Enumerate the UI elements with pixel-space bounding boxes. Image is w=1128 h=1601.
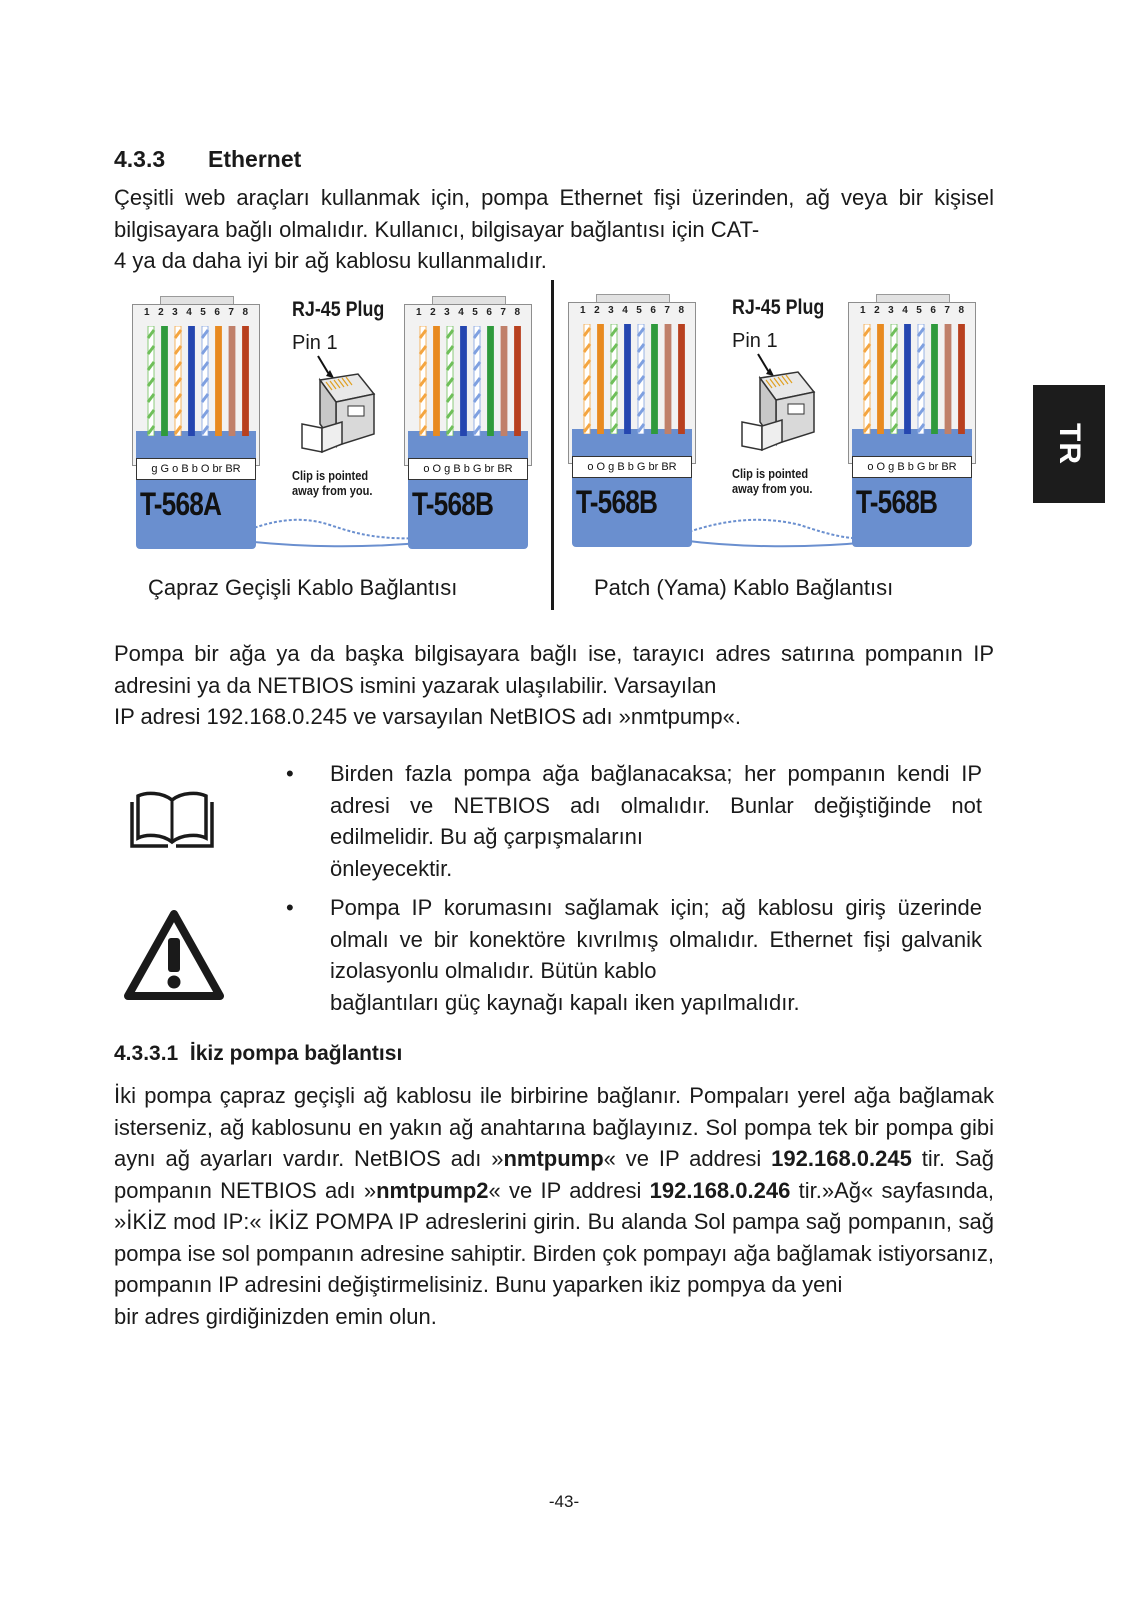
standard-label: T-568A (140, 486, 222, 522)
pin-number: 5 (916, 305, 922, 316)
wire-4 (461, 326, 467, 436)
wire-7 (229, 326, 235, 436)
wire-3 (447, 326, 453, 436)
language-tab-label: TR (1053, 423, 1086, 465)
wire-order-label: o O g B b G br BR (408, 458, 528, 480)
intro-text: Çeşitli web araçları kullanmak için, pompa Ethernet fişi üzerinden, ağ veya bir kişisel bilgisayara bağlı olmalıdır. Kullanıcı, bilgisayar bağlantısı için CAT- (114, 185, 994, 242)
pin-numbers (416, 307, 520, 318)
subsection-title: İkiz pompa bağlantısı (189, 1042, 403, 1065)
rj45-plug-icon (732, 352, 832, 462)
twin-pump-paragraph (114, 1080, 994, 1332)
wire-7 (945, 324, 951, 434)
connector-t568b-patch-left (568, 294, 696, 554)
wire-2 (598, 324, 604, 434)
pin-number: 1 (416, 307, 422, 318)
rj45-plug-illustration-left (292, 298, 392, 508)
wire-2 (878, 324, 884, 434)
clip-note-line1: Clip is pointed (732, 466, 809, 481)
wire-strands (414, 326, 522, 436)
standard-label: T-568B (576, 484, 658, 520)
clip-note-line1: Clip is pointed (292, 468, 369, 483)
connector-t568a-left (132, 296, 260, 556)
plug-title: RJ-45 Plug (732, 296, 825, 319)
pin-number: 1 (580, 305, 586, 316)
manual-book-icon (128, 788, 216, 850)
wire-6 (488, 326, 494, 436)
pin-number: 3 (888, 305, 894, 316)
wire-strands (142, 326, 250, 436)
bullet-text: Pompa IP korumasını sağlamak için; ağ kablosu giriş üzerinde olmalı ve bir konektöre kıvrılmış olmalıdır. Ethernet fişi galvanik izolasyonlu olmalıdır. Bütün kablo (330, 895, 982, 983)
text-run: « ve IP addresi (488, 1177, 650, 1203)
section-heading (114, 146, 301, 173)
pin-number: 3 (608, 305, 614, 316)
pin-number: 8 (514, 307, 520, 318)
text-run: « ve IP addresi (603, 1146, 772, 1171)
bullet-marker: • (286, 761, 294, 786)
wire-5 (918, 324, 924, 434)
bullet-text-last: bağlantıları güç kaynağı kapalı iken yapılmalıdır. (330, 989, 800, 1015)
intro-paragraph (114, 182, 994, 277)
clip-note (732, 466, 812, 496)
access-text-last: IP adresi 192.168.0.245 ve varsayılan NetBIOS adı »nmtpump«. (114, 704, 741, 729)
warning-triangle-icon (122, 908, 226, 1002)
pin-number: 4 (902, 305, 908, 316)
pin-number: 2 (430, 307, 436, 318)
pin-number: 5 (200, 307, 206, 318)
standard-label: T-568B (412, 486, 494, 522)
wire-6 (216, 326, 222, 436)
bullet-text-last: önleyecektir. (330, 855, 453, 881)
pin-number: 8 (678, 305, 684, 316)
pin-number: 6 (214, 307, 220, 318)
ip-address-left: 192.168.0.245 (771, 1146, 912, 1171)
rj45-plug-icon (292, 354, 392, 464)
pin-number: 5 (636, 305, 642, 316)
wire-8 (243, 326, 249, 436)
wire-2 (162, 326, 168, 436)
bullet-item-multiple-pumps (286, 758, 982, 884)
pin-number: 1 (144, 307, 150, 318)
section-title: Ethernet (208, 146, 302, 172)
pin-number: 5 (472, 307, 478, 318)
plug-title: RJ-45 Plug (292, 298, 385, 321)
pin-number: 7 (500, 307, 506, 318)
bullet-marker: • (286, 895, 294, 920)
wire-1 (584, 324, 590, 434)
wire-8 (679, 324, 685, 434)
wire-8 (515, 326, 521, 436)
wire-6 (932, 324, 938, 434)
page-number: -43- (548, 1492, 580, 1511)
wire-5 (474, 326, 480, 436)
pin-number: 8 (242, 307, 248, 318)
wire-3 (175, 326, 181, 436)
wire-1 (864, 324, 870, 434)
diagram-divider (551, 280, 554, 610)
wire-strands (578, 324, 686, 434)
clip-note (292, 468, 372, 498)
clip-note-line2: away from you. (292, 483, 373, 498)
wire-strands (858, 324, 966, 434)
pin-numbers (580, 305, 684, 316)
wire-5 (638, 324, 644, 434)
pin-number: 3 (172, 307, 178, 318)
wire-4 (905, 324, 911, 434)
pin-number: 6 (486, 307, 492, 318)
pin-number: 8 (958, 305, 964, 316)
text-run: tir.»Ağ« sayfasında, »İKİZ mod IP:« İKİZ POMPA IP adreslerini girin. Bu alanda Sol pampa sağ pompanın, sağ pompa ise sol pompanın adresine sahiptir. Birden çok pompayı ağa bağlamak istiyorsanız, pompanın IP adresini değiştirmelisiniz. Bunu yaparken ikiz pompya da yeni (114, 1177, 995, 1297)
pin-number: 6 (650, 305, 656, 316)
ip-address-right: 192.168.0.246 (649, 1177, 791, 1203)
text-run: tir. Sağ pompanın NETBIOS adı » (114, 1146, 994, 1203)
pin-numbers (860, 305, 964, 316)
bullet-text: Birden fazla pompa ağa bağlanacaksa; her pompanın kendi IP adresi ve NETBIOS adı olmalıdır. Bunlar değiştiğinde not edilmelidir. Bu ağ çarpışmalarını (330, 761, 982, 849)
wire-7 (665, 324, 671, 434)
pin-number: 4 (622, 305, 628, 316)
pin-number: 2 (158, 307, 164, 318)
wire-order-label: o O g B b G br BR (852, 456, 972, 478)
wire-2 (434, 326, 440, 436)
wire-order-label: g G o B b O br BR (136, 458, 256, 480)
netbios-name-left: nmtpump (503, 1146, 604, 1171)
pin-number: 4 (186, 307, 192, 318)
pin-number: 7 (944, 305, 950, 316)
wire-1 (420, 326, 426, 436)
pin-numbers (144, 307, 248, 318)
standard-label: T-568B (856, 484, 938, 520)
clip-note-line2: away from you. (732, 481, 813, 496)
wire-6 (652, 324, 658, 434)
patch-caption: Patch (Yama) Kablo Bağlantısı (594, 575, 894, 600)
pin1-label: Pin 1 (292, 332, 338, 354)
subsection-heading (114, 1042, 402, 1066)
wire-4 (625, 324, 631, 434)
wire-3 (891, 324, 897, 434)
pin-number: 3 (444, 307, 450, 318)
access-paragraph (114, 638, 994, 733)
wire-1 (148, 326, 154, 436)
pin1-label: Pin 1 (732, 330, 778, 352)
access-text: Pompa bir ağa ya da başka bilgisayara bağlı ise, tarayıcı adres satırına pompanın IP adresini ya da NETBIOS ismini yazarak ulaşılabilir. Varsayılan (114, 641, 994, 698)
netbios-name-right: nmtpump2 (376, 1177, 489, 1203)
pin-number: 7 (664, 305, 670, 316)
intro-text-last: 4 ya da daha iyi bir ağ kablosu kullanmalıdır. (114, 248, 547, 273)
wire-5 (202, 326, 208, 436)
crossover-caption: Çapraz Geçişli Kablo Bağlantısı (148, 575, 458, 600)
wire-7 (501, 326, 507, 436)
pin-number: 1 (860, 305, 866, 316)
section-number: 4.3.3 (114, 146, 166, 172)
pin-number: 2 (594, 305, 600, 316)
twin-pump-text-last: bir adres girdiğinizden emin olun. (114, 1303, 437, 1329)
rj45-plug-illustration-right (732, 296, 832, 506)
text-run: İki pompa çapraz geçişli ağ kablosu ile birbirine bağlanır. Pompaları yerel ağa bağlamak isterseniz, ağ kablosunu en yakın ağ anahtarına bağlayınız. Sol pompa tek bir pompa gibi aynı ağ ayarları vardır. NetBIOS adı » (114, 1083, 994, 1171)
connector-t568b-crossover (404, 296, 532, 556)
bullet-item-ip-protection (286, 892, 982, 1018)
language-tab (1033, 385, 1105, 503)
twin-pump-text (114, 1080, 994, 1301)
wire-8 (959, 324, 965, 434)
wire-3 (611, 324, 617, 434)
pin-number: 7 (228, 307, 234, 318)
wire-order-label: o O g B b G br BR (572, 456, 692, 478)
subsection-number: 4.3.3.1 (114, 1042, 179, 1065)
pin-number: 6 (930, 305, 936, 316)
pin-number: 4 (458, 307, 464, 318)
pin-number: 2 (874, 305, 880, 316)
connector-t568b-patch-right (848, 294, 976, 554)
wire-4 (189, 326, 195, 436)
